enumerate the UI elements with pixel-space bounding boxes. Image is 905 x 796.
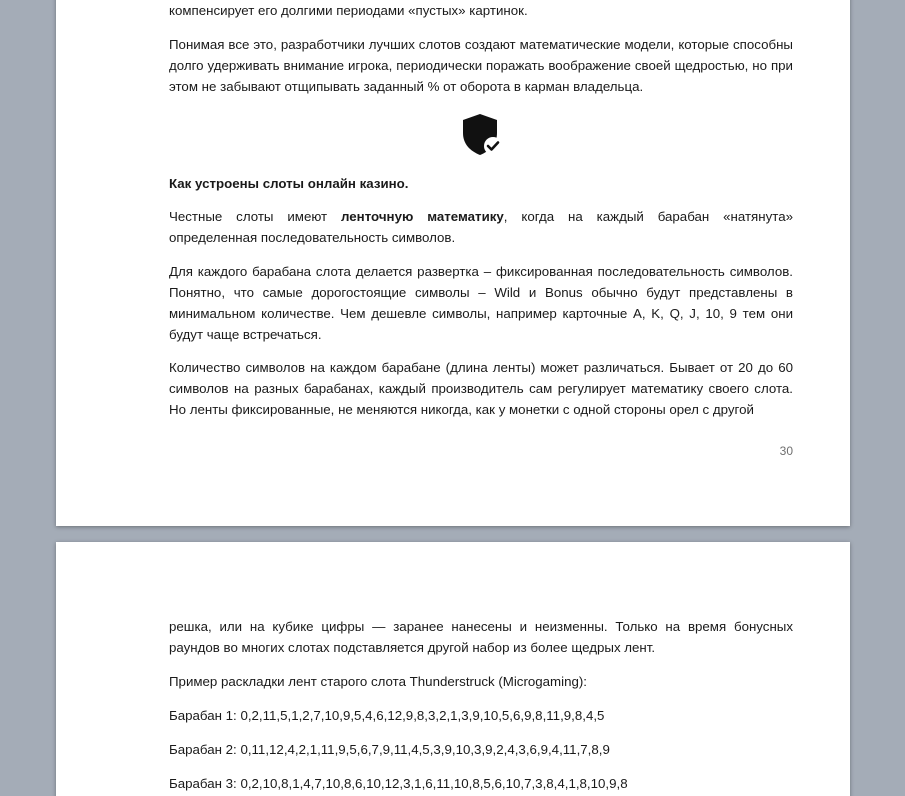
paragraph-continued: компенсирует его долгими периодами «пустых» картинок. xyxy=(169,3,528,18)
shield-check-icon xyxy=(460,113,502,157)
reel-2-line: Барабан 2: 0,11,12,4,2,1,11,9,5,6,7,9,11,4,5,3,9,10,3,9,2,4,3,6,9,4,11,7,8,9 xyxy=(169,742,610,757)
reel-1-line: Барабан 1: 0,2,11,5,1,2,7,10,9,5,4,6,12,9,8,3,2,1,3,9,10,5,6,9,8,11,9,8,4,5 xyxy=(169,708,605,723)
reel-3-line: Барабан 3: 0,2,10,8,1,4,7,10,8,6,10,12,3,1,6,11,10,8,5,6,10,7,3,8,4,1,8,10,9,8 xyxy=(169,776,628,791)
paragraph-coin-dice: решка, или на кубике цифры — заранее нанесены и неизменны. Только на время бонусных раундов во многих слотах подставляется другой набор из более щедрых лент. xyxy=(169,619,793,655)
document-page-30 xyxy=(56,0,850,526)
section-heading: Как устроены слоты онлайн казино. xyxy=(169,176,409,191)
document-page-31 xyxy=(56,542,850,796)
page-number: 30 xyxy=(779,444,793,458)
text-run: Честные слоты имеют xyxy=(169,209,341,224)
text-run: , когда на каждый барабан «натянута» определенная последовательность символов. xyxy=(169,209,793,245)
paragraph-symbol-count: Количество символов на каждом барабане (длина ленты) может различаться. Бывает от 20 до 60 символов на разных барабанах, каждый производитель сам регулирует математику своего слота. Но ленты фиксированные, не меняются никогда, как у монетки с одной стороны орел с другой xyxy=(169,360,793,417)
bold-text-run: ленточную математику xyxy=(341,209,504,224)
paragraph-developers: Понимая все это, разработчики лучших слотов создают математические модели, которые способны долго удерживать внимание игрока, периодически поражать воображение своей щедростью, но при этом не забывают отщипывать заданный % от оборота в карман владельца. xyxy=(169,37,793,94)
paragraph-example-intro: Пример раскладки лент старого слота Thunderstruck (Microgaming): xyxy=(169,674,588,689)
paragraph-reel-layout: Для каждого барабана слота делается развертка – фиксированная последовательность символов. Понятно, что самые дорогостоящие символы – Wild и Bonus обычно будут представлены в минимальном количестве. Чем дешевле символы, например карточные A, K, Q, J, 10, 9 тем они будут чаще встречаться. xyxy=(169,264,793,342)
paragraph-ribbon-math xyxy=(169,206,793,248)
